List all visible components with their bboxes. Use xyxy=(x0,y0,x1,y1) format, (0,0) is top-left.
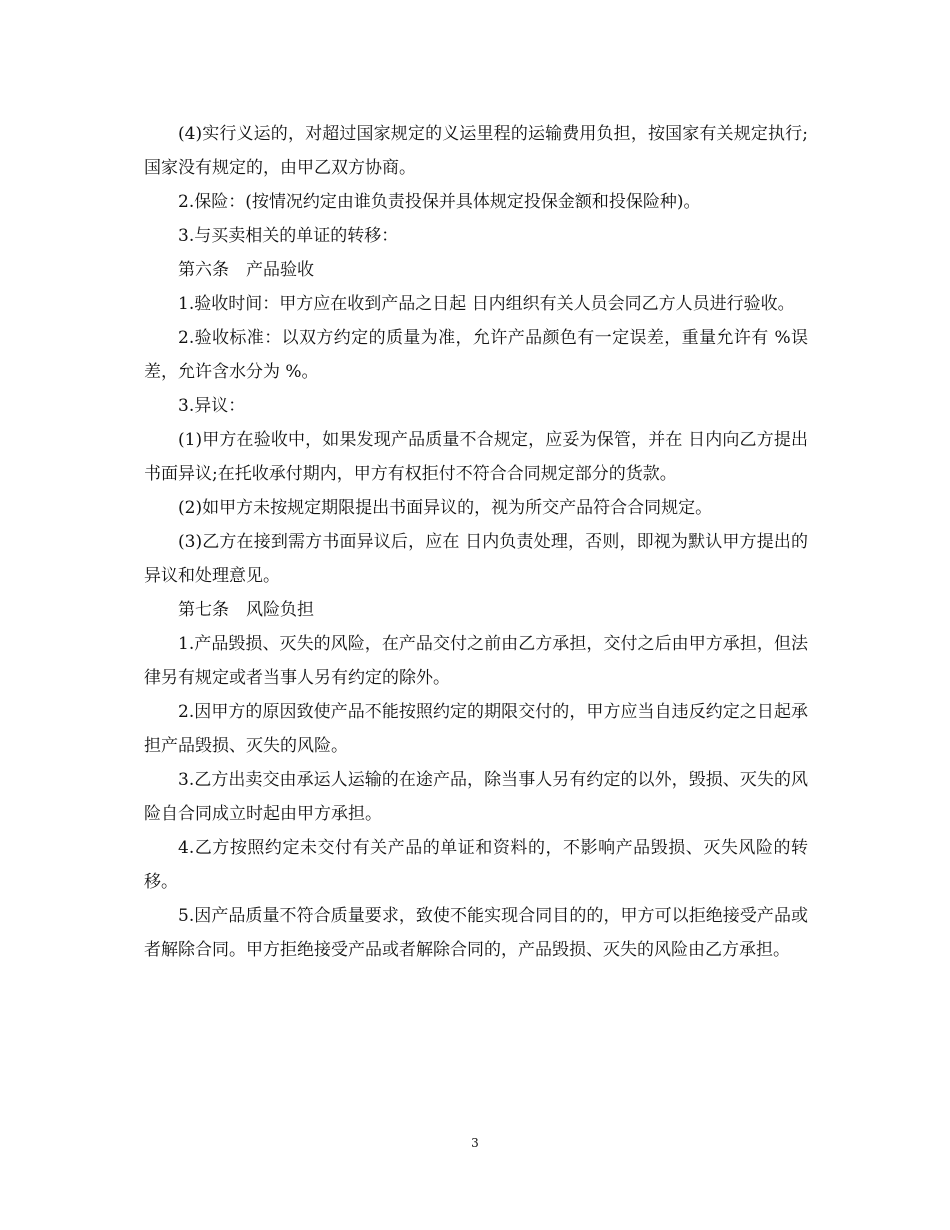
paragraph-risk-3: 3.乙方出卖交由承运人运输的在途产品，除当事人另有约定的以外，毁损、灭失的风险自合同成立时起由甲方承担。 xyxy=(144,770,808,824)
section-heading-article-6: 第六条 产品验收 xyxy=(178,260,314,280)
paragraph-document-transfer: 3.与买卖相关的单证的转移： xyxy=(178,226,399,246)
section-heading-article-7: 第七条 风险负担 xyxy=(178,600,314,620)
page-number: 3 xyxy=(471,1136,479,1150)
paragraph-transport-cost: (4)实行义运的，对超过国家规定的义运里程的运输费用负担，按国家有关规定执行;国家没有规定的，由甲乙双方协商。 xyxy=(144,124,808,178)
paragraph-objection-1: (1)甲方在验收中，如果发现产品质量不合规定，应妥为保管，并在 日内向乙方提出书面异议;在托收承付期内，甲方有权拒付不符合合同规定部分的货款。 xyxy=(144,430,808,484)
paragraph-risk-4: 4.乙方按照约定未交付有关产品的单证和资料的，不影响产品毁损、灭失风险的转移。 xyxy=(144,838,808,892)
paragraph-risk-2: 2.因甲方的原因致使产品不能按照约定的期限交付的，甲方应当自违反约定之日起承担产品毁损、灭失的风险。 xyxy=(144,702,808,756)
paragraph-objection: 3.异议： xyxy=(178,396,246,416)
paragraph-insurance: 2.保险：(按情况约定由谁负责投保并具体规定投保金额和投保险种)。 xyxy=(178,192,701,212)
paragraph-objection-3: (3)乙方在接到需方书面异议后，应在 日内负责处理，否则，即视为默认甲方提出的异议和处理意见。 xyxy=(144,532,808,586)
paragraph-risk-1: 1.产品毁损、灭失的风险，在产品交付之前由乙方承担，交付之后由甲方承担，但法律另有规定或者当事人另有约定的除外。 xyxy=(144,634,808,688)
paragraph-objection-2: (2)如甲方未按规定期限提出书面异议的，视为所交产品符合合同规定。 xyxy=(178,498,713,518)
paragraph-inspection-time: 1.验收时间：甲方应在收到产品之日起 日内组织有关人员会同乙方人员进行验收。 xyxy=(178,294,795,314)
document-body xyxy=(144,117,808,967)
paragraph-risk-5: 5.因产品质量不符合质量要求，致使不能实现合同目的的，甲方可以拒绝接受产品或者解除合同。甲方拒绝接受产品或者解除合同的，产品毁损、灭失的风险由乙方承担。 xyxy=(144,906,808,960)
paragraph-inspection-standard: 2.验收标准：以双方约定的质量为准，允许产品颜色有一定误差，重量允许有 %误差，允许含水分为 %。 xyxy=(144,328,808,382)
